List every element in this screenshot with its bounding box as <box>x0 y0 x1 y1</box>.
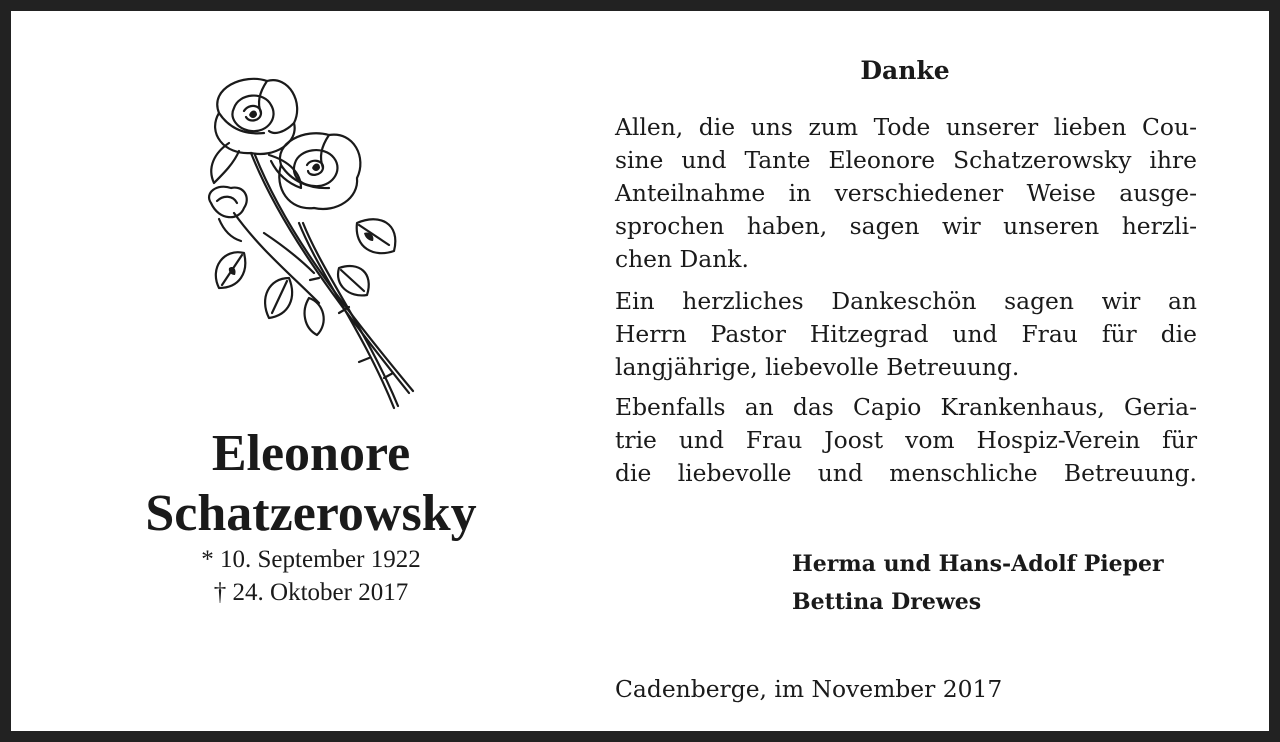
text-line: Ebenfalls an das Capio Krankenhaus, Geria- <box>615 393 1197 421</box>
text-line: Ein herzliches Dankeschön sagen wir an <box>615 287 1197 315</box>
birth-date: * 10. September 1922 <box>201 546 421 573</box>
roses-illustration <box>189 73 429 418</box>
text-line: trie und Frau Joost vom Hospiz-Verein für <box>615 426 1197 454</box>
deceased-last-name: Schatzerowsky <box>145 485 477 542</box>
thanks-paragraph-1 <box>615 111 1197 276</box>
text-line: sine und Tante Eleonore Schatzerowsky ihre <box>615 146 1197 174</box>
place-and-date: Cadenberge, im November 2017 <box>615 675 1003 703</box>
deceased-first-name: Eleonore <box>211 425 411 482</box>
thanks-heading: Danke <box>860 56 950 85</box>
text-line: die liebevolle und menschliche Betreuung. <box>615 459 1197 487</box>
text-line: langjährige, liebevolle Betreuung. <box>615 353 1020 381</box>
death-date: † 24. Oktober 2017 <box>213 579 409 606</box>
text-line: sprochen haben, sagen wir unseren herzli- <box>615 212 1197 240</box>
text-line: Allen, die uns zum Tode unserer lieben Cou- <box>615 113 1197 141</box>
text-line: Anteilnahme in verschiedener Weise ausge- <box>615 179 1197 207</box>
signature-line-1: Herma und Hans-Adolf Pieper <box>792 551 1164 577</box>
thanks-paragraph-3 <box>615 391 1197 490</box>
text-line: Herrn Pastor Hitzegrad und Frau für die <box>615 320 1197 348</box>
text-line: chen Dank. <box>615 245 749 273</box>
signature-line-2: Bettina Drewes <box>792 589 982 615</box>
thanks-paragraph-2 <box>615 285 1197 384</box>
